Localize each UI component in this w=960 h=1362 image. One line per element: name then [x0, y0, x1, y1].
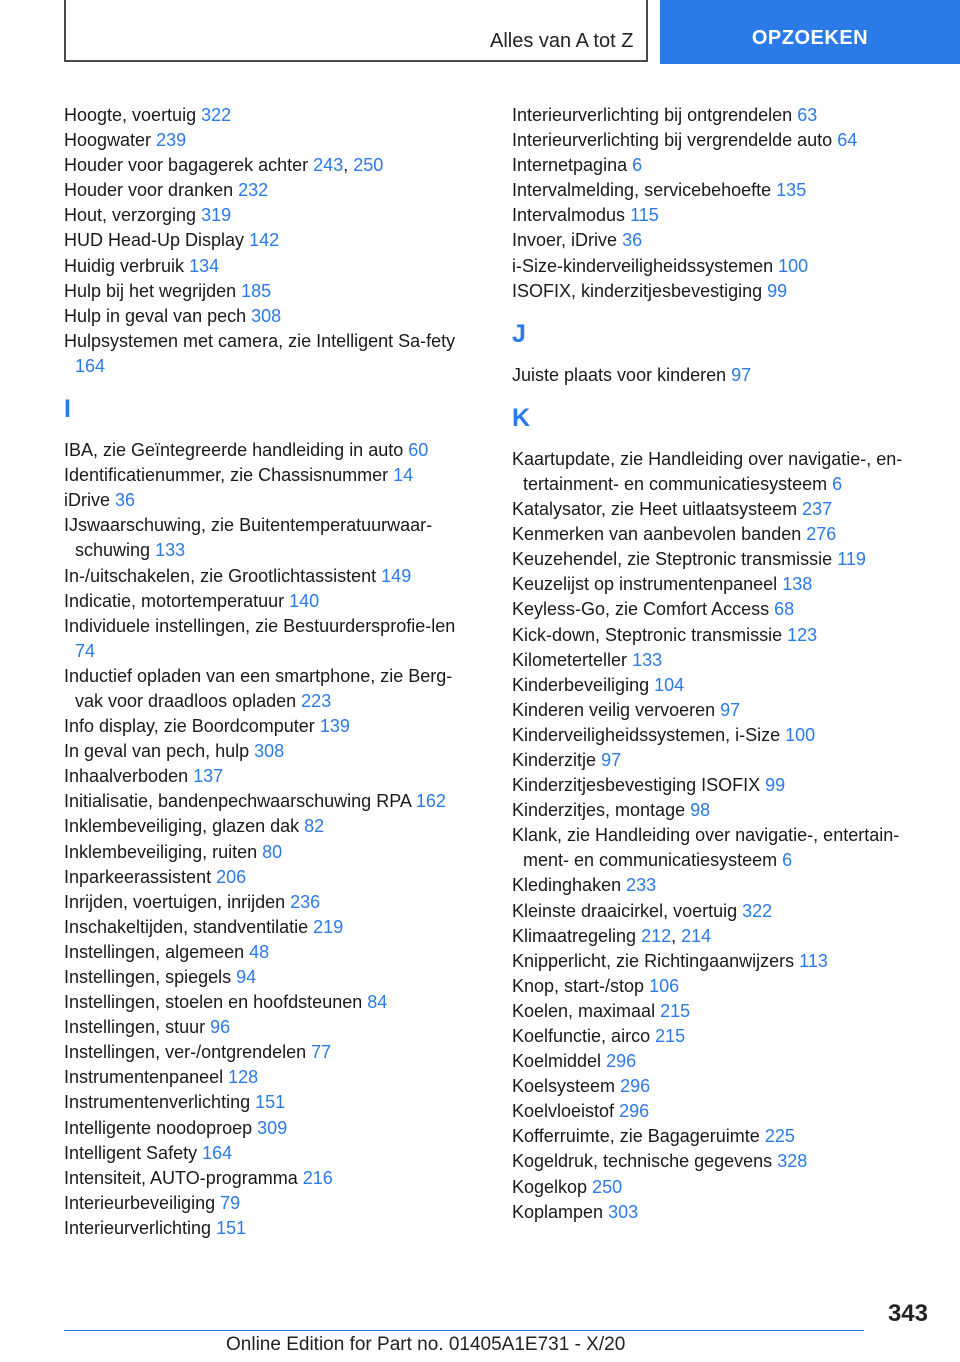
page-reference-link[interactable]: 82 — [304, 816, 325, 837]
index-entry — [512, 1099, 937, 1124]
index-entry-text: Koplampen — [512, 1201, 604, 1222]
index-entry-text: Hulpsystemen met camera, zie Intelligent Sa‐fety — [64, 330, 456, 351]
index-entry — [512, 823, 937, 873]
index-entry — [512, 698, 937, 723]
index-entry — [64, 840, 479, 865]
page-reference-link[interactable]: 64 — [837, 130, 858, 151]
index-entry — [64, 564, 479, 589]
index-entry — [512, 949, 937, 974]
index-entry — [64, 789, 479, 814]
index-entry — [512, 748, 937, 773]
page-reference-link[interactable]: 233 — [626, 875, 657, 896]
index-entry-text: Inschakeltijden, standventilatie — [64, 916, 309, 937]
index-entry — [512, 153, 937, 178]
index-entry — [64, 764, 479, 789]
search-tab-button[interactable] — [660, 0, 960, 64]
index-entry-text: Inductief opladen van een smartphone, zie Berg‐vak voor draadloos opladen — [64, 665, 453, 711]
index-entry-text: Kinderbeveiliging — [512, 674, 650, 695]
index-entry — [64, 254, 479, 279]
page-reference-link[interactable]: 6 — [832, 473, 843, 494]
index-entry-text: Kogelkop — [512, 1176, 588, 1197]
index-entry — [64, 814, 479, 839]
index-entry-text: Klimaatregeling — [512, 925, 637, 946]
index-entry — [64, 304, 479, 329]
page-reference-link[interactable]: 296 — [619, 1101, 650, 1122]
page-reference-link[interactable]: 250 — [592, 1176, 623, 1197]
index-entry-text: Hoogte, voertuig — [64, 105, 197, 125]
index-entry — [512, 999, 937, 1024]
page-reference-link[interactable]: 115 — [630, 205, 659, 226]
index-entry — [512, 673, 937, 698]
index-entry — [64, 940, 479, 965]
page-reference-link[interactable]: 232 — [238, 180, 269, 201]
index-entry — [64, 714, 479, 739]
index-entry — [512, 597, 937, 622]
index-entry-text: Individuele instellingen, zie Bestuurdersprofie‐len — [64, 615, 456, 636]
index-entry — [512, 203, 937, 228]
index-entry-text: Kinderen veilig vervoeren — [512, 699, 716, 720]
index-entry — [64, 614, 479, 664]
index-entry — [512, 873, 937, 898]
page-reference-link[interactable]: 322 — [742, 900, 773, 921]
index-entry — [512, 279, 937, 304]
index-entry — [512, 648, 937, 673]
page-reference-link[interactable]: 308 — [251, 305, 282, 326]
index-entry-text: Interieurbeveiliging — [64, 1192, 216, 1213]
index-entry — [512, 773, 937, 798]
index-entry — [64, 463, 479, 488]
index-entry — [512, 1024, 937, 1049]
page-number: 343 — [887, 1300, 928, 1327]
index-entry — [64, 513, 479, 563]
index-entry-text: Knipperlicht, zie Richtingaanwijzers — [512, 950, 795, 971]
index-entry-text: Koelfunctie, airco — [512, 1026, 651, 1046]
page-reference-link[interactable]: 100 — [785, 724, 816, 745]
index-entry-text: Kledinghaken — [512, 875, 622, 896]
index-entry-text: Kick-down, Steptronic transmissie — [512, 624, 783, 645]
page-reference-link[interactable]: 123 — [787, 624, 818, 645]
index-entry-text: Instrumentenpaneel — [64, 1067, 224, 1088]
page-reference-link[interactable]: 14 — [393, 465, 414, 486]
page-reference-link[interactable]: 276 — [806, 524, 837, 545]
page-reference-link[interactable]: 243 — [313, 155, 344, 176]
page-reference-link[interactable]: 128 — [228, 1067, 259, 1088]
page-reference-link[interactable]: 215 — [660, 1000, 691, 1021]
footer-divider — [64, 1330, 864, 1331]
index-entry-text: Kinderzitje — [512, 749, 597, 770]
index-entry-text: Juiste plaats voor kinderen — [512, 364, 727, 385]
index-entry-text: Kinderzitjes, montage — [512, 800, 686, 821]
page-reference-link[interactable]: 237 — [802, 499, 833, 520]
index-entry — [64, 664, 479, 714]
index-entry-text: Kogeldruk, technische gegevens — [512, 1151, 773, 1172]
index-entry-text: HUD Head-Up Display — [64, 230, 245, 251]
index-entry — [512, 623, 937, 648]
index-entry-text: i-Size-kinderveiligheidssystemen — [512, 255, 774, 276]
page-reference-link[interactable]: 97 — [731, 364, 752, 385]
index-entry — [512, 497, 937, 522]
page-reference-link[interactable]: 296 — [606, 1051, 637, 1072]
index-entry-text: Huidig verbruik — [64, 255, 185, 276]
index-entry-text: Identificatienummer, zie Chassisnummer — [64, 465, 389, 486]
index-entry — [512, 572, 937, 597]
page-reference-link[interactable]: 36 — [622, 230, 643, 251]
index-column-right — [512, 103, 937, 1225]
index-entry-text: Kinderzitjesbevestiging ISOFIX — [512, 775, 761, 796]
page-reference-link[interactable]: 36 — [115, 490, 136, 511]
index-entry-text: Kinderveiligheidssystemen, i-Size — [512, 724, 781, 745]
page-reference-link[interactable]: 140 — [289, 590, 320, 611]
index-entry-text: Inhaalverboden — [64, 766, 189, 787]
index-entry — [64, 228, 479, 253]
page-reference-link[interactable]: 113 — [799, 950, 828, 971]
index-entry-text: Instellingen, ver-/ontgrendelen — [64, 1042, 307, 1063]
page-reference-link[interactable]: 322 — [201, 105, 232, 125]
index-entry-text: Katalysator, zie Heet uitlaatsysteem — [512, 499, 798, 520]
index-entry-text: Inrijden, voertuigen, inrijden — [64, 891, 286, 912]
index-entry-text: In-/uitschakelen, zie Grootlichtassistent — [64, 565, 377, 586]
index-letter-heading: K — [512, 403, 531, 432]
index-entry — [512, 547, 937, 572]
page-reference-link[interactable]: 138 — [782, 574, 813, 595]
index-entry — [512, 798, 937, 823]
index-entry — [512, 899, 937, 924]
index-entry-text: Keuzehendel, zie Steptronic transmissie — [512, 549, 833, 570]
index-entry — [512, 178, 937, 203]
index-entry-text: Kleinste draaicirkel, voertuig — [512, 900, 738, 921]
page-reference-link[interactable]: 328 — [777, 1151, 808, 1172]
index-entry-text: ISOFIX, kinderzitjesbevestiging — [512, 280, 763, 301]
index-entry-text: Interieurverlichting bij vergrendelde auto — [512, 130, 833, 151]
index-entry-text: IJswaarschuwing, zie Buitentemperatuurwaar‐schuwing — [64, 515, 433, 561]
index-entry — [512, 1124, 937, 1149]
search-tab-label: OPZOEKEN — [751, 26, 869, 49]
index-entry — [64, 128, 479, 153]
index-entry — [512, 1200, 937, 1225]
index-entry-text: Inklembeveiliging, glazen dak — [64, 816, 300, 837]
index-entry: Klimaatregeling 212, 214 — [512, 925, 712, 946]
index-entry-text: Intensiteit, AUTO-programma — [64, 1167, 298, 1188]
index-entry — [512, 1049, 937, 1074]
index-entry — [512, 723, 937, 748]
page-reference-link[interactable]: 106 — [649, 975, 680, 996]
page-reference-link[interactable]: 164 — [202, 1142, 233, 1163]
index-entry — [512, 1175, 937, 1200]
index-entry — [64, 203, 479, 228]
index-entry-text: Info display, zie Boordcomputer — [64, 716, 315, 737]
index-entry-text: Hulp in geval van pech — [64, 305, 247, 326]
index-entry-text: Instrumentenverlichting — [64, 1092, 251, 1113]
page-reference-link[interactable]: 303 — [608, 1201, 639, 1222]
page-reference-link[interactable]: 151 — [255, 1092, 286, 1113]
page-reference-link[interactable]: 99 — [767, 280, 788, 301]
page-reference-link[interactable]: 134 — [189, 255, 220, 276]
index-entry-text: In geval van pech, hulp — [64, 741, 250, 762]
index-entry-text: Inparkeerassistent — [64, 866, 212, 887]
page-reference-link[interactable]: 119 — [837, 549, 866, 570]
index-entry-text: Keyless-Go, zie Comfort Access — [512, 599, 770, 620]
index-entry — [64, 1090, 479, 1115]
index-entry-text: Initialisatie, bandenpechwaarschuwing RPA — [64, 791, 411, 812]
index-entry-text: Intelligente noodoproep — [64, 1117, 253, 1138]
page-reference-link[interactable]: 79 — [220, 1192, 241, 1213]
index-entry-text: Instellingen, spiegels — [64, 967, 232, 987]
index-entry-text: Inklembeveiliging, ruiten — [64, 841, 258, 862]
index-entry — [64, 865, 479, 890]
page-reference-link[interactable]: 151 — [216, 1217, 247, 1238]
page-reference-link[interactable]: 60 — [408, 440, 429, 461]
index-entry — [64, 739, 479, 764]
index-entry — [64, 1141, 479, 1166]
page-reference-link[interactable]: 142 — [249, 230, 280, 251]
index-entry-text: Hout, verzorging — [64, 205, 197, 226]
index-entry-text: Koelsysteem — [512, 1076, 616, 1097]
page-reference-link[interactable]: 214 — [681, 925, 712, 946]
page-reference-link[interactable]: 6 — [632, 155, 643, 176]
index-entry — [64, 1216, 479, 1241]
page-reference-link[interactable]: 185 — [241, 280, 272, 301]
index-entry-text: Kaartupdate, zie Handleiding over navigatie-, en‐tertainment- en communicatiesysteem — [512, 448, 903, 494]
index-entry-text: Kenmerken van aanbevolen banden — [512, 524, 802, 545]
index-entry — [64, 1015, 479, 1040]
page-reference-link[interactable]: 98 — [690, 800, 711, 821]
page-reference-link[interactable]: 84 — [367, 992, 388, 1013]
index-entry — [512, 522, 937, 547]
index-letter-heading: J — [512, 319, 526, 348]
page-reference-link[interactable]: 6 — [782, 850, 793, 871]
page-reference-link[interactable]: 162 — [415, 791, 446, 812]
index-entry — [64, 1116, 479, 1141]
page-reference-link[interactable]: 308 — [254, 741, 285, 762]
index-entry — [64, 965, 479, 990]
page-reference-link[interactable]: 97 — [720, 699, 741, 720]
index-entry-text: Klank, zie Handleiding over navigatie-, entertain‐ment- en communicatiesysteem — [512, 825, 900, 871]
page-reference-link[interactable]: 68 — [774, 599, 795, 620]
index-entry — [512, 974, 937, 999]
index-entry — [512, 447, 937, 497]
index-entry-text: Intervalmodus — [512, 205, 626, 226]
page-reference-link[interactable]: 77 — [311, 1042, 332, 1063]
index-entry — [512, 254, 937, 279]
index-entry-text: Intervalmelding, servicebehoefte — [512, 180, 772, 201]
page-reference-link[interactable]: 309 — [257, 1117, 288, 1138]
index-entry-text: Kofferruimte, zie Bagageruimte — [512, 1126, 760, 1147]
index-entry-text: Knop, start-/stop — [512, 975, 645, 996]
footer-edition-text: Online Edition for Part no. 01405A1E731 - X/20 — [226, 1334, 626, 1355]
page-reference-link[interactable]: 239 — [156, 130, 187, 151]
index-entry-text: Hulp bij het wegrijden — [64, 280, 237, 301]
page-reference-link[interactable]: 74 — [75, 640, 96, 661]
page-reference-link[interactable]: 236 — [290, 891, 321, 912]
index-entry-text: Koelvloeistof — [512, 1101, 615, 1122]
index-entry-text: Invoer, iDrive — [512, 230, 618, 251]
page-reference-link[interactable]: 164 — [75, 355, 106, 376]
index-entry — [64, 915, 479, 940]
index-entry — [64, 279, 479, 304]
index-entry — [64, 589, 479, 614]
index-entry — [64, 990, 479, 1015]
page-reference-link[interactable]: 96 — [210, 1017, 231, 1038]
index-entry-text: Internetpagina — [512, 155, 628, 176]
page-reference-link[interactable]: 104 — [654, 674, 685, 695]
index-entry-text: Instellingen, algemeen — [64, 941, 245, 962]
index-column-left — [64, 103, 479, 1241]
page-reference-link[interactable]: 80 — [262, 841, 283, 862]
index-entry-text: Intelligent Safety — [64, 1142, 198, 1163]
index-entry — [64, 103, 479, 128]
index-entry — [64, 890, 479, 915]
index-letter-heading: I — [64, 395, 71, 424]
page-reference-link[interactable]: 133 — [155, 540, 186, 561]
page-reference-link[interactable]: 219 — [313, 916, 344, 937]
index-entry-text: Hoogwater — [64, 130, 152, 151]
index-entry-text: Indicatie, motortemperatuur — [64, 590, 285, 611]
page-reference-link[interactable]: 139 — [319, 716, 350, 737]
page-reference-link[interactable]: 149 — [381, 565, 412, 586]
section-tab-label[interactable]: Alles van A tot Z — [490, 30, 634, 52]
page-reference-link[interactable]: 94 — [236, 967, 257, 987]
index-entry-text: Houder voor bagagerek achter — [64, 155, 309, 176]
index-entry-text: Kilometerteller — [512, 649, 628, 670]
index-entry — [512, 228, 937, 253]
page-reference-link[interactable]: 135 — [776, 180, 807, 201]
index-entry — [64, 1040, 479, 1065]
page-reference-link[interactable]: 137 — [193, 766, 224, 787]
index-entry-text: IBA, zie Geïntegreerde handleiding in auto — [64, 440, 404, 461]
index-entry-text: Interieurverlichting — [64, 1217, 212, 1238]
index-entry — [64, 438, 479, 463]
page-reference-link[interactable]: 223 — [301, 690, 332, 711]
index-entry-text: Keuzelijst op instrumentenpaneel — [512, 574, 778, 595]
page-reference-link[interactable]: 212 — [641, 925, 672, 946]
page-reference-link[interactable]: 216 — [302, 1167, 333, 1188]
index-entry — [64, 1065, 479, 1090]
index-entry — [64, 488, 479, 513]
page-reference-link[interactable]: 63 — [797, 105, 818, 125]
page-reference-link[interactable]: 99 — [765, 775, 786, 796]
index-entry — [512, 128, 937, 153]
index-entry — [512, 1149, 937, 1174]
page-reference-link[interactable]: 250 — [353, 155, 384, 176]
index-entry — [512, 363, 937, 388]
index-entry-text: iDrive — [64, 490, 111, 511]
index-entry-text: Instellingen, stuur — [64, 1017, 206, 1038]
index-entry — [64, 1191, 479, 1216]
page-reference-link[interactable]: 225 — [764, 1126, 795, 1147]
index-entry-text: Koelen, maximaal — [512, 1000, 656, 1021]
page-reference-link[interactable]: 133 — [632, 649, 663, 670]
index-entry — [64, 329, 479, 379]
index-entry — [64, 178, 479, 203]
index-entry-text: Houder voor dranken — [64, 180, 234, 201]
index-entry: Houder voor bagagerek achter 243, 250 — [64, 155, 384, 176]
index-entry-text: Koelmiddel — [512, 1051, 602, 1072]
page-reference-link[interactable]: 296 — [620, 1076, 651, 1097]
index-entry-text: Interieurverlichting bij ontgrendelen — [512, 105, 793, 125]
page-reference-link[interactable]: 215 — [655, 1026, 686, 1046]
page-reference-link[interactable]: 97 — [601, 749, 622, 770]
page-reference-link[interactable]: 48 — [249, 941, 270, 962]
index-entry — [64, 1166, 479, 1191]
index-entry-text: Instellingen, stoelen en hoofdsteunen — [64, 992, 363, 1013]
index-entry — [512, 103, 937, 128]
page-reference-link[interactable]: 319 — [201, 205, 232, 226]
index-entry — [512, 1074, 937, 1099]
page-reference-link[interactable]: 206 — [216, 866, 247, 887]
page-reference-link[interactable]: 100 — [778, 255, 809, 276]
